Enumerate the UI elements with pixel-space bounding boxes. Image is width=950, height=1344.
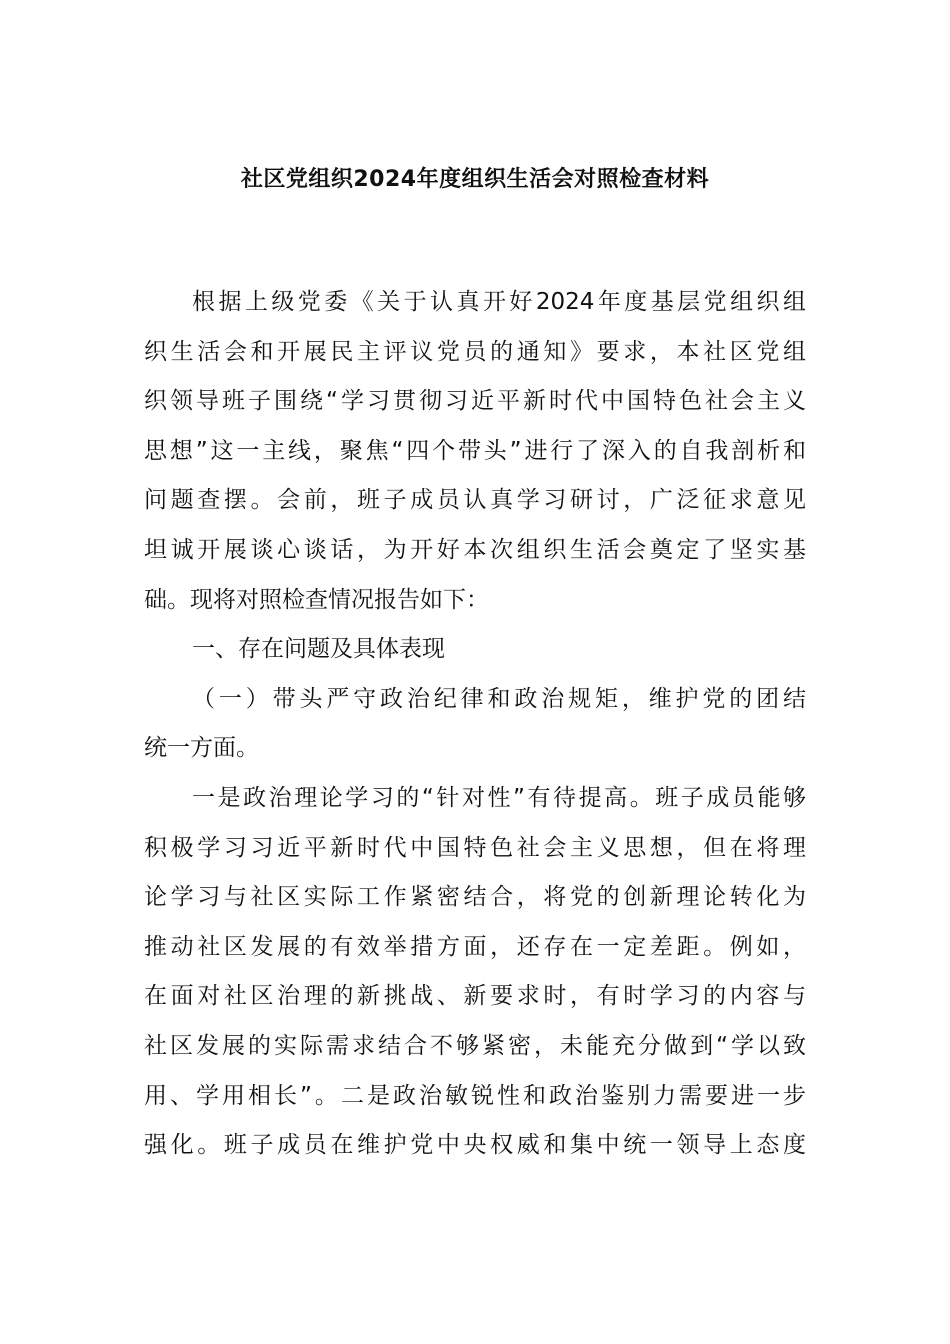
text-line: 推动社区发展的有效举措方面，还存在一定差距。例如， — [144, 933, 806, 960]
text-line: 织领导班子围绕“学习贯彻习近平新时代中国特色社会主义 — [144, 388, 806, 415]
text-line: 织生活会和开展民主评议党员的通知》要求，本社区党组 — [144, 338, 806, 365]
text-line: 统一方面。 — [144, 735, 259, 762]
text-line: 社区发展的实际需求结合不够紧密，未能充分做到“学以致 — [144, 1032, 806, 1059]
text-line: 强化。班子成员在维护党中央权威和集中统一领导上态度 — [144, 1132, 806, 1159]
text-line: 一是政治理论学习的“针对性”有待提高。班子成员能够 — [192, 784, 806, 811]
text-line: 思想”这一主线，聚焦“四个带头”进行了深入的自我剖析和 — [144, 437, 806, 464]
text-line: 积极学习习近平新时代中国特色社会主义思想，但在将理 — [144, 834, 806, 861]
text-line: 问题查摆。会前，班子成员认真学习研讨，广泛征求意见 — [144, 487, 806, 514]
text-line: 根据上级党委《关于认真开好2024年度基层党组织组 — [192, 289, 806, 315]
text-line: （一）带头严守政治纪律和政治规矩，维护党的团结 — [192, 685, 806, 712]
text-line: 一、存在问题及具体表现 — [192, 636, 445, 663]
document-body — [144, 278, 806, 1171]
text-line: 在面对社区治理的新挑战、新要求时，有时学习的内容与 — [144, 983, 806, 1010]
document-title: 社区党组织2024年度组织生活会对照检查材料 — [240, 167, 710, 192]
text-line: 坦诚开展谈心谈话，为开好本次组织生活会奠定了坚实基 — [144, 536, 806, 563]
text-line: 用、学用相长”。二是政治敏锐性和政治鉴别力需要进一步 — [144, 1082, 806, 1109]
text-line: 论学习与社区实际工作紧密结合，将党的创新理论转化为 — [144, 884, 806, 911]
text-line: 础。现将对照检查情况报告如下： — [144, 586, 489, 613]
